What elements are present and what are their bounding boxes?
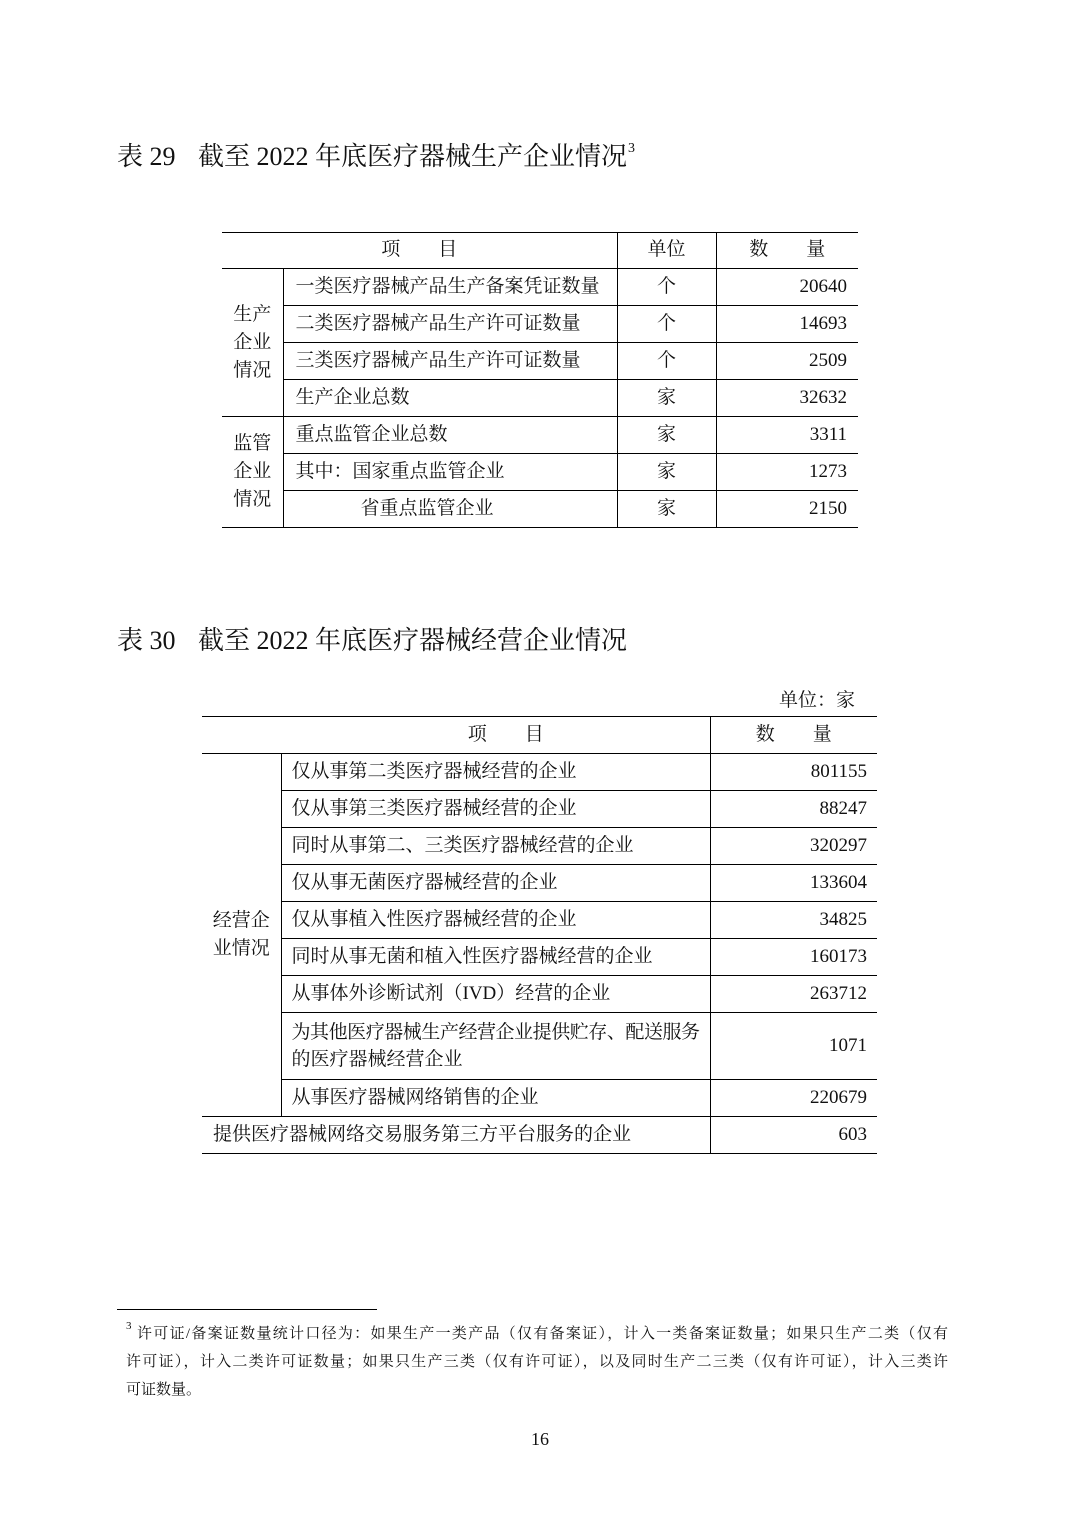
row-quantity: 2150: [716, 491, 858, 528]
row-item: 仅从事第三类医疗器械经营的企业: [281, 791, 710, 828]
row-quantity: 32632: [716, 380, 858, 417]
footnote-reference-marker: 3: [628, 141, 636, 156]
row-item: 仅从事无菌医疗器械经营的企业: [281, 865, 710, 902]
category-line: 企业: [233, 331, 272, 353]
row-quantity: 20640: [716, 269, 858, 306]
row-item: 重点监管企业总数: [283, 417, 617, 454]
footnote: [126, 1320, 948, 1404]
row-quantity: 133604: [710, 865, 877, 902]
table-header-row: [222, 233, 858, 269]
category-cell-operation: [202, 754, 281, 1117]
table-row: [222, 491, 858, 528]
row-item: 仅从事植入性医疗器械经营的企业: [281, 902, 710, 939]
row-unit: 家: [617, 491, 716, 528]
table-29-label: 表 29: [117, 142, 176, 171]
row-unit: 个: [617, 343, 716, 380]
table-row: [222, 269, 858, 306]
footnote-marker: 3: [126, 1320, 132, 1332]
row-quantity: 14693: [716, 306, 858, 343]
table-29-title: [0, 141, 1080, 173]
row-item: 提供医疗器械网络交易服务第三方平台服务的企业: [202, 1117, 710, 1154]
table-29-title-wrap: [198, 141, 635, 173]
header-quantity: 数 量: [716, 233, 858, 269]
row-quantity: 2509: [716, 343, 858, 380]
footnote-divider: [117, 1309, 377, 1310]
row-item: 生产企业总数: [283, 380, 617, 417]
category-line: 生产: [233, 303, 272, 325]
header-quantity: 数 量: [710, 717, 877, 754]
table-row: [222, 454, 858, 491]
row-quantity: 320297: [710, 828, 877, 865]
row-unit: 个: [617, 306, 716, 343]
category-line: 业情况: [212, 938, 270, 959]
row-quantity: 1071: [710, 1013, 877, 1080]
header-item: 项 目: [222, 233, 617, 269]
table-29: [222, 232, 858, 528]
table-header-row: [202, 717, 877, 754]
table-row: [202, 976, 877, 1013]
row-quantity: 603: [710, 1117, 877, 1154]
table-29-title-text: 截至 2022 年底医疗器械生产企业情况: [198, 142, 628, 171]
table-30-title: [0, 625, 1080, 657]
row-item: 从事医疗器械网络销售的企业: [281, 1080, 710, 1117]
header-unit: 单位: [617, 233, 716, 269]
row-item: 仅从事第二类医疗器械经营的企业: [281, 754, 710, 791]
category-line: 监管: [233, 433, 272, 454]
category-line: 经营企: [212, 910, 270, 931]
footnote-line: 可证数量。: [126, 1382, 202, 1398]
table-30: [202, 716, 877, 1154]
row-quantity: 220679: [710, 1080, 877, 1117]
row-item: 三类医疗器械产品生产许可证数量: [283, 343, 617, 380]
row-item: 从事体外诊断试剂（IVD）经营的企业: [281, 976, 710, 1013]
row-unit: 个: [617, 269, 716, 306]
row-item: 一类医疗器械产品生产备案凭证数量: [283, 269, 617, 306]
table-row: [202, 902, 877, 939]
table-30-label: 表 30: [117, 626, 176, 655]
table-row: [202, 1080, 877, 1117]
footnote-line: [126, 1320, 948, 1348]
category-line: 企业: [233, 461, 272, 482]
table-30-title-text: 截至 2022 年底医疗器械经营企业情况: [198, 626, 628, 655]
row-quantity: 3311: [716, 417, 858, 454]
table-row: [202, 1013, 877, 1080]
table-30-unit-note: 单位：家: [779, 690, 856, 711]
row-item: 同时从事无菌和植入性医疗器械经营的企业: [281, 939, 710, 976]
category-cell-production: [222, 269, 283, 417]
header-item: 项 目: [202, 717, 710, 754]
table-row: [222, 343, 858, 380]
category-line: 情况: [233, 359, 272, 381]
row-unit: 家: [617, 454, 716, 491]
table-row: [222, 306, 858, 343]
table-row: [202, 865, 877, 902]
row-item: 同时从事第二、三类医疗器械经营的企业: [281, 828, 710, 865]
footnote-line: 许可证），计入二类许可证数量；如果只生产三类（仅有许可证），以及同时生产二三类（仅有许可证），计入三类许: [126, 1354, 948, 1370]
row-item-line: 为其他医疗器械生产经营企业提供贮存、配送服务: [291, 1022, 700, 1043]
row-quantity: 1273: [716, 454, 858, 491]
row-item: 二类医疗器械产品生产许可证数量: [283, 306, 617, 343]
table-row-platform: [202, 1117, 877, 1154]
row-item: [281, 1013, 710, 1080]
row-quantity: 263712: [710, 976, 877, 1013]
page-number: 16: [531, 1429, 549, 1449]
row-quantity: 160173: [710, 939, 877, 976]
row-item: 省重点监管企业: [283, 491, 617, 528]
row-item-line: 的医疗器械经营企业: [291, 1049, 463, 1070]
row-quantity: 88247: [710, 791, 877, 828]
table-row: [202, 754, 877, 791]
category-line: 情况: [233, 489, 272, 510]
table-row: [202, 791, 877, 828]
row-unit: 家: [617, 380, 716, 417]
table-row: [222, 380, 858, 417]
category-cell-supervision: [222, 417, 283, 528]
row-quantity: 801155: [710, 754, 877, 791]
footnote-text: 许可证/备案证数量统计口径为：如果生产一类产品（仅有备案证），计入一类备案证数量；如果只生产二类（仅有: [137, 1326, 948, 1342]
table-row: [202, 828, 877, 865]
row-unit: 家: [617, 417, 716, 454]
row-quantity: 34825: [710, 902, 877, 939]
table-row: [202, 939, 877, 976]
table-row: [222, 417, 858, 454]
row-item: 其中：国家重点监管企业: [283, 454, 617, 491]
